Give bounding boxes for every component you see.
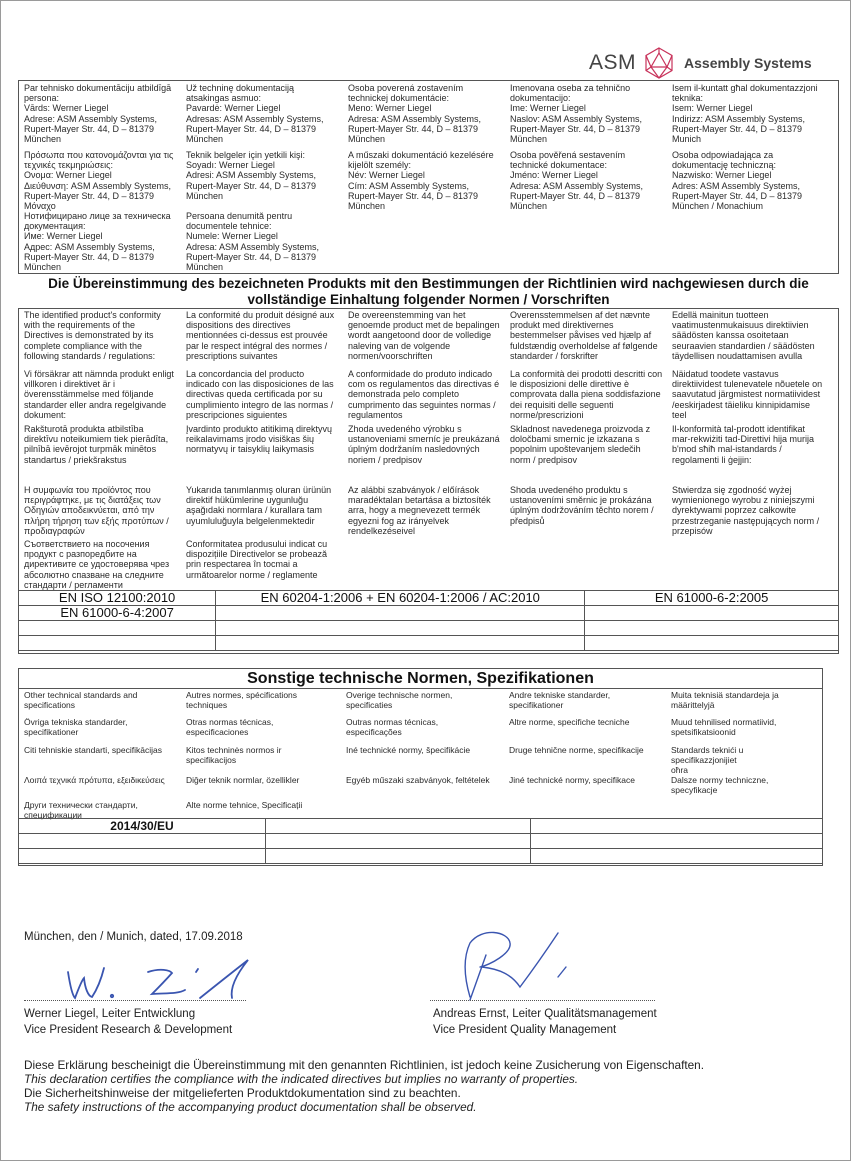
responsible-person-entry: Isem il-kuntatt għal dokumentazzjoni teknika: Isem: Werner Liegel Indirizz: ASM Assembly Systems, Rupert-Mayer Str. 44, D – 81379 Munich <box>672 83 818 145</box>
responsible-persons-section <box>18 80 839 274</box>
standard-cell <box>530 834 822 849</box>
standard-cell: EN ISO 12100:2010 <box>19 591 216 606</box>
table-row <box>19 636 839 651</box>
signatory-name-left: Werner Liegel, Leiter Entwicklung <box>24 1008 196 1020</box>
conformity-statement: Yukarıda tanımlanmış oluran ürünün direktif hükümlerine uygunluğu aşağıdaki normlara / kurallara tam uyumluluğuyla belgelenmektedir <box>186 485 332 526</box>
responsible-person-entry: Osoba odpowiadająca za dokumentację techniczną: Nazwisko: Werner Liegel Adres: ASM Assembly Systems, Rupert-Mayer Str. 44, D – 81379 München / Monachium <box>672 150 803 212</box>
signatory-title-right: Vice President Quality Management <box>433 1024 617 1036</box>
table-row <box>19 819 823 834</box>
signature-line-right <box>430 1000 655 1001</box>
standard-cell <box>585 636 839 651</box>
responsible-person-entry: Osoba poverená zostavením technickej dokumentácie: Meno: Werner Liegel Adresa: ASM Assembly Systems, Rupert-Mayer Str. 44, D – 81379 München <box>348 83 482 145</box>
conformity-statement: Il-konformità tal-prodott identifikat mar-rekwiżiti tad-Direttivi hija murija b'mod sħiħ mal-istandards / regolamenti li ġejjin: <box>672 424 815 465</box>
standard-cell <box>19 834 266 849</box>
responsible-person-entry: Teknik belgeler için yetkili kişi: Soyadı: Werner Liegel Adresi: ASM Assembly Systems, Rupert-Mayer Str. 44, D – 81379 München <box>186 150 317 201</box>
other-standards-label: Citi tehniskie standarti, specifikācijas <box>24 745 162 755</box>
other-standards-table <box>18 818 823 864</box>
conformity-statement: Rakšturotā produkta atbilstība direktīvu noteikumiem tiek pierādīta, pilnībā ievērojot turpmāk minētos standartus / priekšrakstus <box>24 424 169 465</box>
conformity-statement: La conformità dei prodotti descritti con le disposizioni delle direttive è comprovata dalla piena soddisfazione dei requisiti delle seguenti norme/prescrizioni <box>510 369 663 420</box>
responsible-persons-grid <box>24 83 834 273</box>
other-standards-label: Outras normas técnicas, especificações <box>346 717 439 737</box>
table-row <box>19 621 839 636</box>
conformity-statement: Az alábbi szabványok / előírások maradéktalan betartása a biztosíték arra, hogy a megnevezett termék egyezni fog az irányelvek rendelkezéseivel <box>348 485 491 536</box>
standard-cell <box>19 636 216 651</box>
table-row <box>19 834 823 849</box>
conformity-statement: Shoda uvedeného produktu s ustanoveními směrnic je prokázána úplným dodržováním těchto norem / předpisů <box>510 485 654 526</box>
standard-cell <box>266 819 531 834</box>
conformity-heading-text: Die Übereinstimmung des bezeichneten Produkts mit den Bestimmungen der Richtlinien wird nachgewiesen durch die vollständige Einhaltung folgender Normen / Vorschriften <box>48 276 809 307</box>
conformity-statements-grid <box>24 310 834 591</box>
responsible-person-entry: Persoana denumită pentru documentele tehnice: Numele: Werner Liegel Adresa: ASM Assembly Systems, Rupert-Mayer Str. 44, D – 81379 München <box>186 211 320 273</box>
conformity-statement: Overensstemmelsen af det nævnte produkt med direktivernes bestemmelser påvises ved hjælp af fuldstændig overholdelse af følgende standarder / forskrifter <box>510 310 658 361</box>
other-standards-label: Other technical standards and specifications <box>24 690 138 710</box>
footer-line-de-2: Die Sicherheitshinweise der mitgelieferten Produktdokumentation sind zu beachten. <box>24 1086 461 1100</box>
conformity-statement: La conformité du produit désigné aux dispositions des directives mentionnées ci-dessus est prouvée par le respect intégral des normes / prescriptions suivantes <box>186 310 335 361</box>
other-standards-label: Muud tehnilised normatiivid, spetsifikatsioonid <box>671 717 777 737</box>
signature-werner-liegel <box>60 940 260 1005</box>
standard-cell: 2014/30/EU <box>19 819 266 834</box>
logo-brand: ASM <box>589 51 637 74</box>
standard-cell <box>19 621 216 636</box>
other-standards-label: Λοιπά τεχνικά πρότυπα, εξειδικεύσεις <box>24 775 165 785</box>
other-standards-label: Dalsze normy techniczne, specyfikacje <box>671 775 769 795</box>
standard-cell: EN 61000-6-2:2005 <box>585 591 839 606</box>
responsible-person-entry: Imenovana oseba za tehnično dokumentacijo: Ime: Werner Liegel Naslov: ASM Assembly Systems, Rupert-Mayer Str. 44, D – 81379 München <box>510 83 643 145</box>
standard-cell <box>585 606 839 621</box>
conformity-statement: Η συμφωνία του προϊόντος που περιγράφτηκε, με τις διατάξεις των Οδηγιών αποδεικνύεται, από την πλήρη τήρηση των εξής προτύπων / προδιαγραφών <box>24 485 169 536</box>
other-standards-label: Muita teknisiä standardeja ja määrittelyjä <box>671 690 779 710</box>
other-standards-grid <box>24 690 811 820</box>
table-row <box>19 591 839 606</box>
other-standards-label: Iné technické normy, špecifikácie <box>346 745 471 755</box>
standard-cell <box>530 849 822 864</box>
other-standards-title: Sonstige technische Normen, Spezifikationen <box>19 669 822 689</box>
logo-tagline: Assembly Systems <box>684 55 812 71</box>
other-standards-label: Други технически стандарти, спецификации <box>24 800 138 820</box>
other-standards-label: Autres normes, spécifications techniques <box>186 690 298 710</box>
conformity-statement: Vi försäkrar att nämnda produkt enligt villkoren i direktivet är i överensstämmelse med följande standarder eller andra regelgivande dokument: <box>24 369 174 420</box>
conformity-statement: The identified product's conformity with the requirements of the Directives is demonstrated by its complete compliance with the following standards / regulations: <box>24 310 161 361</box>
footer-line-en-1: This declaration certifies the compliance with the indicated directives but implies no warranty of properties. <box>24 1072 579 1086</box>
harmonised-standards-table <box>18 590 839 651</box>
standard-cell <box>530 819 822 834</box>
signatory-title-left: Vice President Research & Development <box>24 1024 233 1036</box>
footer-line-en-2: The safety instructions of the accompanying product documentation shall be observed. <box>24 1100 477 1114</box>
standard-cell <box>216 636 585 651</box>
other-standards-label: Kitos techninės normos ir specifikacijos <box>186 745 282 765</box>
conformity-statement: Skladnost navedenega proizvoda z določbami smernic je izkazana s popolnim upoštevanjem sledečih norm / predpisov <box>510 424 651 465</box>
conformity-statement: Edellä mainitun tuotteen vaatimustenmukaisuus direktiivien säädösten kanssa osoitetaan seuraavien standardien / säädösten täydellisen noudattamisen avulla <box>672 310 815 361</box>
other-standards-label: Jiné technické normy, specifikace <box>509 775 635 785</box>
other-standards-label: Druge tehnične norme, specifikacije <box>509 745 644 755</box>
standard-cell <box>266 849 531 864</box>
conformity-statement: A conformidade do produto indicado com os regulamentos das directivas é demonstrada pelo completo cumprimento das seguintes normas / regulamentos <box>348 369 500 420</box>
conformity-heading <box>18 276 839 308</box>
other-standards-label: Alte norme tehnice, Specificații <box>186 800 303 810</box>
conformity-statement: Съответствието на посочения продукт с разпоредбите на директивите се удостоверява чрез абсолютно спазване на следните стандарти / регламенти <box>24 539 170 590</box>
signature-andreas-ernst <box>440 925 600 1005</box>
conformity-statement: De overeenstemming van het genoemde product met de bepalingen wordt aangetoond door de volledige naleving van de volgende normen/voorschriften <box>348 310 500 361</box>
asm-crystal-icon <box>644 47 674 79</box>
other-standards-label: Standards teknići u specifikazzjonijiet oħra <box>671 745 744 775</box>
table-row <box>19 849 823 864</box>
other-standards-label: Overige technische normen, specificaties <box>346 690 453 710</box>
signature-line-left <box>24 1000 246 1001</box>
standard-cell <box>266 834 531 849</box>
conformity-statement: Įvardinto produkto atitikimą direktyvų reikalavimams įrodo visiškas šių normatyvų ir taisyklių laikymasis <box>186 424 333 455</box>
standard-cell <box>216 606 585 621</box>
conformity-statement: Stwierdza się zgodność wyżej wymienionego wyrobu z niniejszymi dyrektywami poprzez całkowite przestrzeganie następujących norm / przepisów <box>672 485 820 536</box>
conformity-statement: La concordancia del producto indicado con las disposiciones de las directivas queda certificada por su cumplimiento integro de las normas / prescripciones siguientes <box>186 369 334 420</box>
conformity-statement: Conformitatea produsului indicat cu dispozițiile Directivelor se probează prin respectarea în tocmai a următoarelor norme / reglamente <box>186 539 328 580</box>
other-standards-label: Egyéb műszaki szabványok, feltételek <box>346 775 490 785</box>
other-standards-label: Altre norme, specifiche tecniche <box>509 717 630 727</box>
responsible-person-entry: Osoba pověřená sestavením technické dokumentace: Jméno: Werner Liegel Adresa: ASM Assembly Systems, Rupert-Mayer Str. 44, D – 81379 München <box>510 150 644 212</box>
place-date: München, den / Munich, dated, 17.09.2018 <box>24 931 243 943</box>
responsible-person-entry: Par tehnisko dokumentāciju atbildīgā persona: Vārds: Werner Liegel Adrese: ASM Assembly Systems, Rupert-Mayer Str. 44, D – 81379 München <box>24 83 172 145</box>
standard-cell: EN 61000-6-4:2007 <box>19 606 216 621</box>
responsible-person-entry: Нотифицирано лице за техническа документация: Име: Werner Liegel Адрес: ASM Assembly Systems, Rupert-Mayer Str. 44, D – 81379 München <box>24 211 171 273</box>
asm-logo <box>589 45 812 81</box>
footer-line-de-1: Diese Erklärung bescheinigt die Übereinstimmung mit den genannten Richtlinien, ist jedoch keine Zusicherung von Eigenschaften. <box>24 1058 705 1072</box>
responsible-person-entry: A műszaki dokumentáció kezelésére kijelölt személy: Név: Werner Liegel Cím: ASM Assembly Systems, Rupert-Mayer Str. 44, D – 81379 München <box>348 150 494 212</box>
conformity-statement: Zhoda uvedeného výrobku s ustanoveniami smerníc je preukázaná úplným dodržaním nasledovných noriem / predpisov <box>348 424 500 465</box>
other-standards-label: Övriga tekniska standarder, specifikationer <box>24 717 128 737</box>
conformity-statement: Näidatud toodete vastavus direktiividest tulenevatele nõuetele on saavutatud järgmistest normatiividest /eeskirjadest täieliku kinnipidamise teel <box>672 369 823 420</box>
other-standards-label: Andre tekniske standarder, specifikationer <box>509 690 611 710</box>
standard-cell <box>585 621 839 636</box>
standard-cell <box>216 621 585 636</box>
responsible-person-entry: Πρόσωπα που κατονομάζονται για τις τεχνικές τεκμηριώσεις: Ονομα: Werner Liegel Διεύθυνση: ASM Assembly Systems, Rupert-Mayer Str. 44, D – 81379 Μόναχο <box>24 150 174 212</box>
table-row <box>19 606 839 621</box>
standard-cell: EN 60204-1:2006 + EN 60204-1:2006 / AC:2010 <box>216 591 585 606</box>
other-standards-label: Diğer teknik normlar, özellikler <box>186 775 300 785</box>
signatory-name-right: Andreas Ernst, Leiter Qualitätsmanagement <box>433 1008 657 1020</box>
standard-cell <box>19 849 266 864</box>
other-standards-label: Otras normas técnicas, especificaciones <box>186 717 274 737</box>
responsible-person-entry: Už techninę dokumentaciją atsakingas asmuo: Pavardė: Werner Liegel Adresas: ASM Assembly Systems, Rupert-Mayer Str. 44, D – 81379 München <box>186 83 324 145</box>
